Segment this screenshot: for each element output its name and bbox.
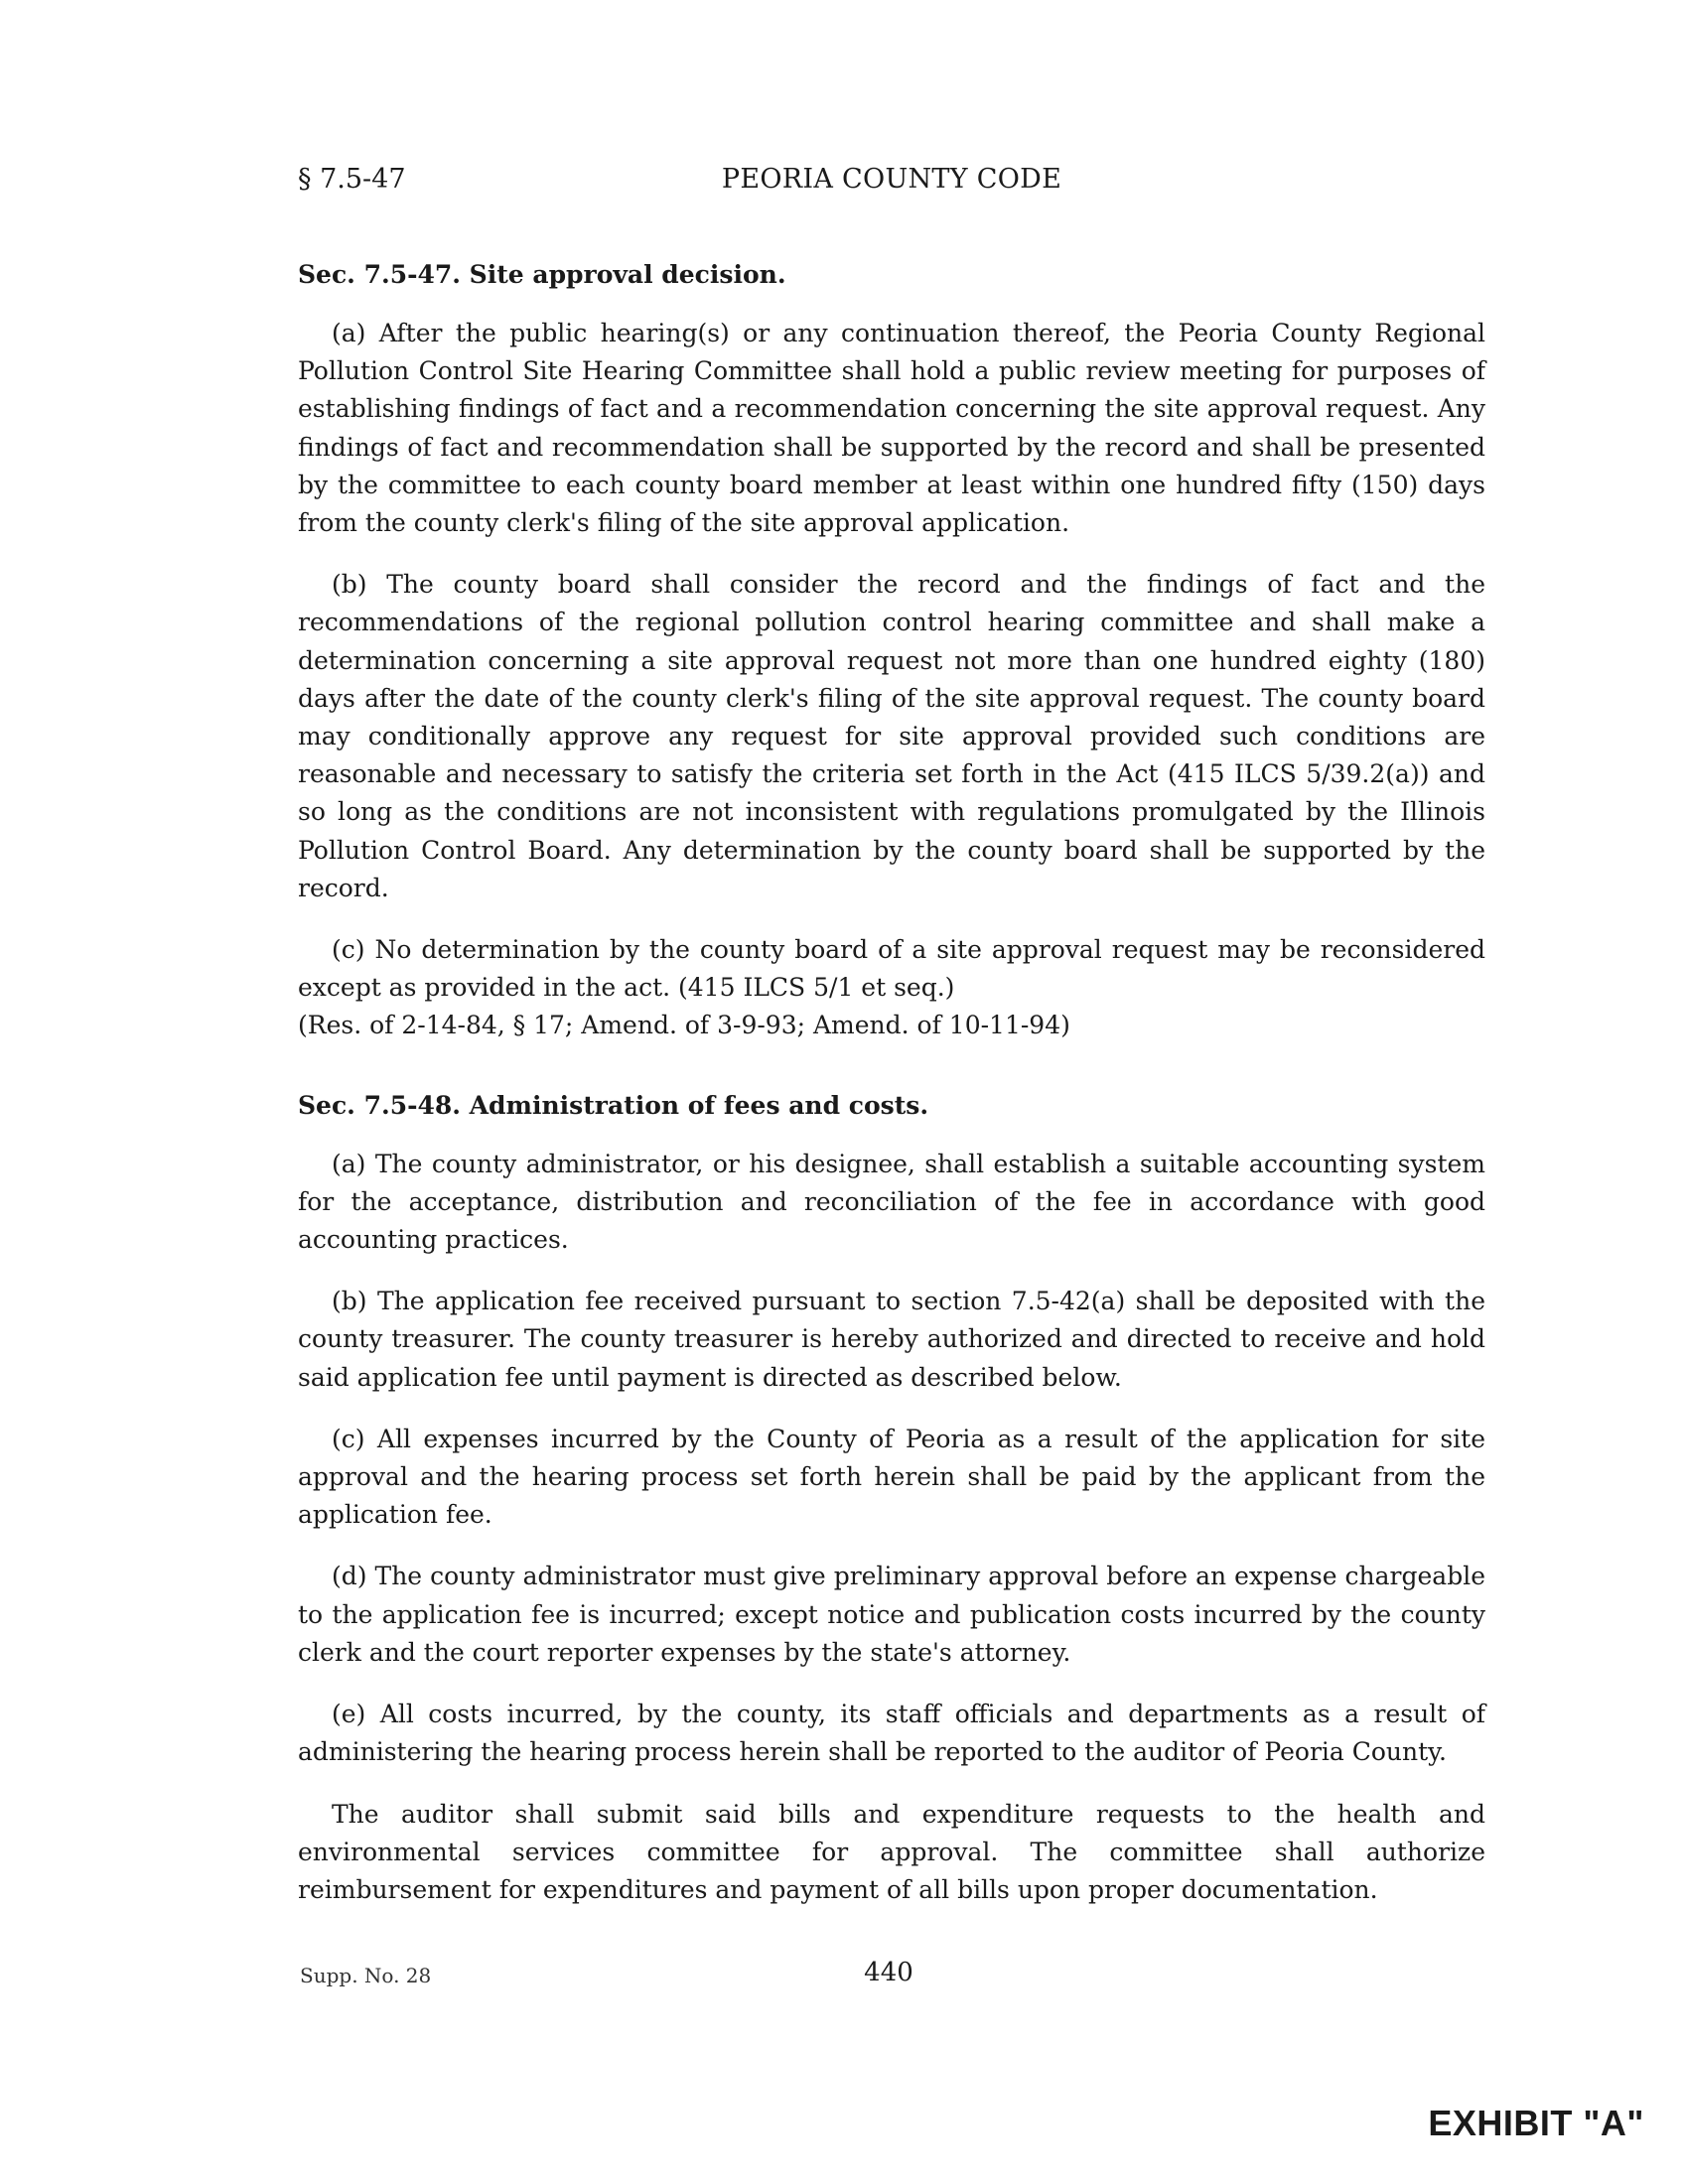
section-heading: Sec. 7.5-48. Administration of fees and costs. (298, 1090, 929, 1120)
section-7-5-48 (298, 1091, 1485, 1909)
section-7-5-47 (298, 260, 1485, 1045)
paragraph-e: (e) All costs incurred, by the county, its staff officials and departments as a result of administering the hearing process herein shall be reported to the auditor of Peoria County. (298, 1700, 1485, 1767)
document-body (298, 260, 1485, 1933)
paragraph-d: (d) The county administrator must give preliminary approval before an expense chargeable to the application fee is incurred; except notice and publication costs incurred by the county clerk and the court reporter expenses by the state's attorney. (298, 1562, 1485, 1667)
footer-supplement: Supp. No. 28 (300, 1964, 432, 1987)
footer-page-number: 440 (864, 1958, 913, 1987)
paragraph-b: (b) The application fee received pursuant to section 7.5-42(a) shall be deposited with the county treasurer. The county treasurer is hereby authorized and directed to receive and hold said application fee until payment is directed as described below. (298, 1287, 1485, 1392)
paragraph-auditor: The auditor shall submit said bills and expenditure requests to the health and environmental services committee for approval. The committee shall authorize reimbursement for expenditures and payment of all bills upon proper documentation. (298, 1799, 1485, 1904)
paragraph-c: (c) All expenses incurred by the County of Peoria as a result of the application for site approval and the hearing process set forth herein shall be paid by the applicant from the application fee. (298, 1424, 1485, 1530)
paragraph-a: (a) The county administrator, or his designee, shall establish a suitable accounting system for the acceptance, distribution and reconciliation of the fee in accordance with good accounting practices. (298, 1149, 1485, 1255)
paragraph-c: (c) No determination by the county board of a site approval request may be reconsidered except as provided in the act. (415 ILCS 5/1 et seq.) (298, 935, 1485, 1003)
paragraph-b: (b) The county board shall consider the record and the findings of fact and the recommendations of the regional pollution control hearing committee and shall make a determination concerning a site approval request not more than one hundred eighty (180) days after the date of the county clerk's filing of the site approval request. The county board may conditionally approve any request for site approval provided such conditions are reasonable and necessary to satisfy the criteria set forth in the Act (415 ILCS 5/39.2(a)) and so long as the conditions are not inconsistent with regulations promulgated by the Illinois Pollution Control Board. Any determination by the county board shall be supported by the record. (298, 570, 1485, 902)
header-section-ref: § 7.5-47 (298, 164, 406, 195)
section-heading: Sec. 7.5-47. Site approval decision. (298, 260, 786, 289)
paragraph-a: (a) After the public hearing(s) or any continuation thereof, the Peoria County Regional Pollution Control Site Hearing Committee shall hold a public review meeting for purposes of establishing findings of fact and a recommendation concerning the site approval request. Any findings of fact and recommendation shall be supported by the record and shall be presented by the committee to each county board member at least within one hundred fifty (150) days from the county clerk's filing of the site approval application. (298, 319, 1485, 538)
history-note: (Res. of 2-14-84, § 17; Amend. of 3-9-93; Amend. of 10-11-94) (298, 1011, 1070, 1040)
running-header (298, 164, 1485, 204)
exhibit-label: EXHIBIT "A" (1428, 2103, 1644, 2143)
header-code-title: PEORIA COUNTY CODE (721, 164, 1062, 195)
